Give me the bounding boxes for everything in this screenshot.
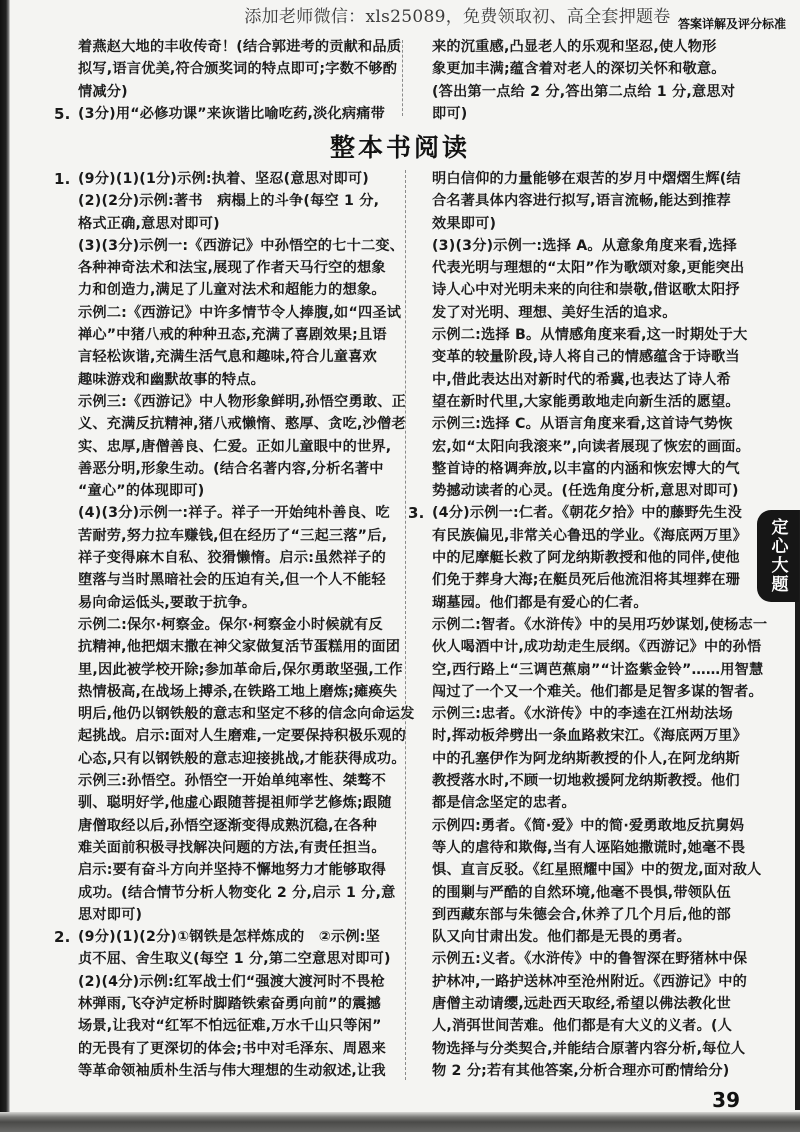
line-text: 思对即可) xyxy=(78,906,143,923)
question-number: 2. xyxy=(54,928,71,947)
line-text: 示例四:勇者。《简·爱》中的简·爱勇敢地反抗舅妈 xyxy=(432,817,745,834)
line-text: 队又向甘肃出发。他们都是无畏的勇者。 xyxy=(432,929,691,946)
line-text: 示例二:《西游记》中许多情节令人捧腹,如“四圣试 xyxy=(78,304,402,321)
text-line xyxy=(432,525,750,547)
question-number: 5. xyxy=(54,104,71,123)
top-right-column xyxy=(432,36,752,125)
text-line xyxy=(432,770,750,792)
text-line xyxy=(78,592,398,614)
line-text: 中的孔塞伊作为阿龙纳斯教授的仆人,在阿龙纳斯 xyxy=(432,750,740,767)
line-text: 驯、聪明好学,他虚心跟随菩提祖师学艺修炼;跟随 xyxy=(78,795,392,812)
line-text: 善恶分明,形象生动。(结合名著内容,分析名著中 xyxy=(78,460,384,477)
text-line xyxy=(432,1038,750,1060)
line-text: 合名著具体内容进行拟写,语言流畅,能达到推荐 xyxy=(432,193,731,210)
text-line xyxy=(432,213,750,235)
line-text: 热情极高,在战场上搏杀,在铁路工地上磨炼;瘫痪失 xyxy=(78,683,398,700)
text-line xyxy=(78,279,398,301)
text-line xyxy=(432,926,750,948)
text-line xyxy=(78,190,398,212)
text-line xyxy=(78,391,406,413)
text-line xyxy=(432,592,750,614)
line-text: 示例二:选择 B。从情感角度来看,这一时期处于大 xyxy=(432,327,748,344)
text-line xyxy=(432,837,750,859)
line-text: 示例三:选择 C。从语言角度来看,这首诗气势恢 xyxy=(432,416,733,433)
text-line xyxy=(78,659,403,681)
text-line xyxy=(432,815,750,837)
text-line xyxy=(432,1060,750,1082)
text-line xyxy=(78,213,398,235)
text-line xyxy=(78,948,398,970)
text-line xyxy=(78,235,405,257)
line-text: 示例三:忠者。《水浒传》中的李逵在江州劫法场 xyxy=(432,706,733,723)
text-line xyxy=(432,948,750,970)
line-text: (3)(3分)示例一:《西游记》中孙悟空的七十二变、 xyxy=(78,237,405,254)
text-line xyxy=(78,58,398,80)
line-text: 示例三:《西游记》中人物形象鲜明,孙悟空勇敢、正 xyxy=(78,393,406,410)
text-line xyxy=(432,636,762,658)
line-text: 的无畏有了更深切的体会;书中对毛泽东、周恩来 xyxy=(78,1040,387,1057)
text-line xyxy=(78,81,398,103)
text-line xyxy=(432,480,750,502)
text-line xyxy=(78,1038,398,1060)
text-line xyxy=(78,971,398,993)
line-text: 禅心”中猪八戒的种种丑态,充满了喜剧效果;且语 xyxy=(78,327,387,344)
text-line xyxy=(432,257,750,279)
line-text: 伙人喝酒中计,成功劫走生辰纲。《西游记》中的孙悟 xyxy=(432,639,762,656)
text-line xyxy=(432,302,750,324)
line-text: 空,西行路上“三调芭蕉扇”“计盗紫金铃”……用智慧 xyxy=(432,661,764,678)
text-line xyxy=(432,190,750,212)
line-text: 惧、直言反驳。《红星照耀中国》中的贺龙,面对敌人 xyxy=(432,862,762,879)
line-text: 望在新时代里,大家能勇敢地走向新生活的愿望。 xyxy=(432,393,740,410)
text-line xyxy=(432,971,750,993)
line-text: 变革的较量阶段,诗人将自己的情感蕴含于诗歌当 xyxy=(432,349,740,366)
line-text: 宏,如“太阳向我滚来”,向读者展现了恢宏的画面。 xyxy=(432,438,750,455)
text-line xyxy=(78,458,398,480)
text-line xyxy=(432,369,750,391)
column-divider-top xyxy=(402,40,403,116)
line-text: 场景,让我对“红军不怕远征难,万水千山只等闲” xyxy=(78,1018,382,1035)
text-line xyxy=(432,1015,750,1037)
line-text: 林弹雨,飞夺泸定桥时脚踏铁索奋勇向前”的震撼 xyxy=(78,995,381,1012)
line-text: 诗人心中对光明未来的向往和崇敬,借讴歌太阳抒 xyxy=(432,282,740,299)
line-text: 中的尼摩艇长救了阿龙纳斯教授和他的同伴,使他 xyxy=(432,550,740,567)
text-line xyxy=(432,725,750,747)
line-text: 都是信念坚定的忠者。 xyxy=(432,795,576,812)
text-line xyxy=(78,815,398,837)
text-line xyxy=(54,168,398,190)
text-line xyxy=(432,904,750,926)
text-line xyxy=(78,569,398,591)
line-text: 势撼动读者的心灵。(任选角度分析,意思对即可) xyxy=(432,483,739,500)
line-text: 着燕赵大地的丰收传奇！(结合郭进考的贡献和品质 xyxy=(78,39,402,55)
line-text: 象更加丰满;蕴含着对老人的深切关怀和敬意。 xyxy=(432,61,726,78)
scan-edge-left xyxy=(0,0,10,1132)
scan-edge-bottom xyxy=(0,1112,800,1132)
line-text: (2)(2分)示例:著书 病榻上的斗争(每空 1 分, xyxy=(78,193,380,210)
text-line xyxy=(78,547,398,569)
line-text: (4)(3分)示例一:祥子。祥子一开始纯朴善良、吃 xyxy=(78,505,390,522)
line-text: 抗精神,他把烟末撒在神父家做复活节蛋糕用的面团 xyxy=(78,639,401,656)
text-line xyxy=(54,103,398,125)
text-line xyxy=(78,502,398,524)
line-text: 心态,只有以钢铁般的意志迎接挑战,才能获得成功。 xyxy=(78,750,406,767)
line-text: 里,因此被学校开除;参加革命后,保尔勇敢坚强,工作 xyxy=(78,661,403,678)
text-line xyxy=(78,525,398,547)
text-line xyxy=(432,81,752,103)
line-text: 示例五:义者。《水浒传》中的鲁智深在野猪林中保 xyxy=(432,951,748,968)
line-text: 苦耐劳,努力拉车赚钱,但在经历了“三起三落”后, xyxy=(78,527,388,544)
line-text: 示例三:孙悟空。孙悟空一开始单纯率性、桀骜不 xyxy=(78,773,387,790)
line-text: 难关面前积极寻找解决问题的方法,有责任担当。 xyxy=(78,839,386,856)
line-text: “童心”的体现即可) xyxy=(78,483,205,500)
line-text: 代表光明与理想的“太阳”作为歌颂对象,更能突出 xyxy=(432,260,745,277)
line-text: 闯过了一个又一个难关。他们都是足智多谋的智者。 xyxy=(432,683,763,700)
line-text: 启示:要有奋斗方向并坚持不懈地努力才能够取得 xyxy=(78,862,387,879)
side-tab[interactable]: 定心大题 xyxy=(757,510,799,602)
line-text: 成功。(结合情节分析人物变化 2 分,启示 1 分,意 xyxy=(78,884,396,901)
column-divider xyxy=(405,170,406,1080)
text-line xyxy=(432,859,762,881)
text-line xyxy=(432,103,752,125)
text-line xyxy=(78,837,398,859)
line-text: 护林冲,一路护送林冲至沧州附近。《西游记》中的 xyxy=(432,973,748,990)
text-line xyxy=(78,346,398,368)
text-line xyxy=(432,547,750,569)
text-line xyxy=(432,413,750,435)
line-text: 即可) xyxy=(432,105,468,122)
question-number: 3. xyxy=(408,504,425,523)
line-text: (9分)(1)(2分)①钢铁是怎样炼成的 ②示例:坚 xyxy=(78,929,381,946)
line-text: 明后,他仍以钢铁般的意志和坚定不移的信念向命运发 xyxy=(78,706,415,723)
text-line xyxy=(432,324,750,346)
line-text: (答出第一点给 2 分,答出第二点给 1 分,意思对 xyxy=(432,83,736,100)
text-line xyxy=(432,659,764,681)
line-text: 示例二:智者。《水浒传》中的吴用巧妙谋划,使杨志一 xyxy=(432,616,768,633)
line-text: 有民族偏见,非常关心鲁迅的学业。《海底两万里》 xyxy=(432,527,748,544)
line-text: 明白信仰的力量能够在艰苦的岁月中熠熠生辉(结 xyxy=(432,171,741,187)
line-text: 物选择与分类契合,并能结合原著内容分析,每位人 xyxy=(432,1040,746,1057)
text-line xyxy=(408,502,750,524)
line-text: 言轻松诙谐,充满生活气息和趣味,符合儿童喜欢 xyxy=(78,349,377,366)
line-text: 祥子变得麻木自私、狡猾懒惰。启示:虽然祥子的 xyxy=(78,550,387,567)
text-line xyxy=(432,993,750,1015)
line-text: 中,借此表达出对新时代的希冀,也表达了诗人希 xyxy=(432,371,731,388)
text-line xyxy=(78,792,398,814)
text-line xyxy=(432,168,750,190)
text-line xyxy=(432,614,768,636)
line-text: 整首诗的格调奔放,以丰富的内涵和恢宏博大的气 xyxy=(432,460,740,477)
line-text: 时,挥动板斧劈出一条血路救宋江。《海底两万里》 xyxy=(432,728,748,745)
line-text: 贞不屈、舍生取义(每空 1 分,第二空意思对即可) xyxy=(78,951,391,968)
line-text: 趣味游戏和幽默故事的特点。 xyxy=(78,371,266,388)
text-line xyxy=(432,235,750,257)
line-text: 来的沉重感,凸显老人的乐观和坚忍,使人物形 xyxy=(432,39,717,55)
text-line xyxy=(432,748,750,770)
text-line xyxy=(78,904,398,926)
text-line xyxy=(432,36,752,58)
top-left-column xyxy=(54,36,402,125)
text-line xyxy=(78,36,402,58)
text-line xyxy=(432,391,750,413)
text-line xyxy=(78,748,406,770)
line-text: (3分)用“必修功课”来诙谐比喻吃药,淡化病痛带 xyxy=(78,105,386,122)
text-line xyxy=(78,681,398,703)
line-text: 等人的虐待和欺侮,当有人诬陷她撒谎时,她毫不畏 xyxy=(432,839,746,856)
text-line xyxy=(78,302,402,324)
right-column xyxy=(408,168,768,1082)
text-line xyxy=(78,725,406,747)
line-text: 唐僧取经以后,孙悟空逐渐变得成熟沉稳,在各种 xyxy=(78,817,377,834)
page-number: 39 xyxy=(712,1088,740,1112)
text-line xyxy=(54,926,398,948)
text-line xyxy=(78,770,398,792)
text-line xyxy=(78,369,398,391)
text-line xyxy=(78,614,398,636)
line-text: (4分)示例一:仁者。《朝花夕拾》中的藤野先生没 xyxy=(432,505,742,522)
text-line xyxy=(78,413,406,435)
line-text: 易向命运低头,要敢于抗争。 xyxy=(78,594,257,611)
text-line xyxy=(432,346,750,368)
text-line xyxy=(432,882,750,904)
text-line xyxy=(432,569,750,591)
line-text: 们免于葬身大海;在艇员死后他流泪将其埋葬在珊 xyxy=(432,572,741,589)
text-line xyxy=(78,636,401,658)
text-line xyxy=(78,882,398,904)
line-text: 唐僧主动请缨,远赴西天取经,希望以佛法教化世 xyxy=(432,995,731,1012)
text-line xyxy=(432,792,750,814)
line-text: 人,消弭世间苦难。他们都是有大义的义者。(人 xyxy=(432,1018,733,1035)
line-text: 堕落与当时黑暗社会的压迫有关,但一个人不能轻 xyxy=(78,572,386,589)
line-text: 物 2 分;若有其他答案,分析合理亦可酌情给分) xyxy=(432,1062,730,1079)
text-line xyxy=(432,58,752,80)
text-line xyxy=(78,703,415,725)
line-text: 示例二:保尔·柯察金。保尔·柯察金小时候就有反 xyxy=(78,616,383,633)
text-line xyxy=(78,1015,398,1037)
text-line xyxy=(78,1060,398,1082)
text-line xyxy=(432,681,763,703)
line-text: 各种神奇法术和法宝,展现了作者天马行空的想象 xyxy=(78,260,386,277)
text-line xyxy=(78,436,398,458)
line-text: 拟写,语言优美,符合颁奖词的特点即可;字数不够酌 xyxy=(78,61,398,78)
question-number: 1. xyxy=(54,170,71,188)
line-text: 义、充满反抗精神,猪八戒懒惰、憨厚、贪吃,沙僧老 xyxy=(78,416,406,433)
line-text: 情减分) xyxy=(78,83,128,100)
text-line xyxy=(78,324,398,346)
section-title: 整本书阅读 xyxy=(329,133,470,162)
header-label: 答案详解及评分标准 xyxy=(677,17,786,31)
left-column xyxy=(54,168,415,1082)
text-line xyxy=(78,257,398,279)
text-line xyxy=(432,279,750,301)
line-text: 到西藏东部与朱德会合,休养了几个月后,他的部 xyxy=(432,906,731,923)
line-text: 实、忠厚,唐僧善良、仁爱。正如儿童眼中的世界, xyxy=(78,438,392,455)
line-text: 力和创造力,满足了儿童对法术和超能力的想象。 xyxy=(78,282,386,299)
text-line xyxy=(78,480,398,502)
line-text: 格式正确,意思对即可) xyxy=(78,215,220,232)
line-text: 等革命领袖质朴生活与伟大理想的生动叙述,让我 xyxy=(78,1062,386,1079)
line-text: (9分)(1)(1分)示例:执着、坚忍(意思对即可) xyxy=(78,171,369,187)
line-text: 起挑战。启示:面对人生磨难,一定要保持积极乐观的 xyxy=(78,728,406,745)
line-text: (3)(3分)示例一:选择 A。从意象角度来看,选择 xyxy=(432,237,737,254)
line-text: (2)(4分)示例:红军战士们“强渡大渡河时不畏枪 xyxy=(78,973,385,990)
line-text: 发了对光明、理想、美好生活的追求。 xyxy=(432,304,677,321)
text-line xyxy=(78,859,398,881)
line-text: 瑚墓园。他们都是有爱心的仁者。 xyxy=(432,594,648,611)
text-line xyxy=(432,458,750,480)
line-text: 的围剿与严酷的自然环境,他毫不畏惧,带领队伍 xyxy=(432,884,731,901)
watermark-text: 添加老师微信：xls25089，免费领取初、高全套押题卷 xyxy=(244,7,671,27)
text-line xyxy=(432,436,750,458)
line-text: 教授落水时,不顾一切地救援阿龙纳斯教授。他们 xyxy=(432,773,740,790)
text-line xyxy=(432,703,750,725)
text-line xyxy=(78,993,398,1015)
line-text: 效果即可) xyxy=(432,215,497,232)
